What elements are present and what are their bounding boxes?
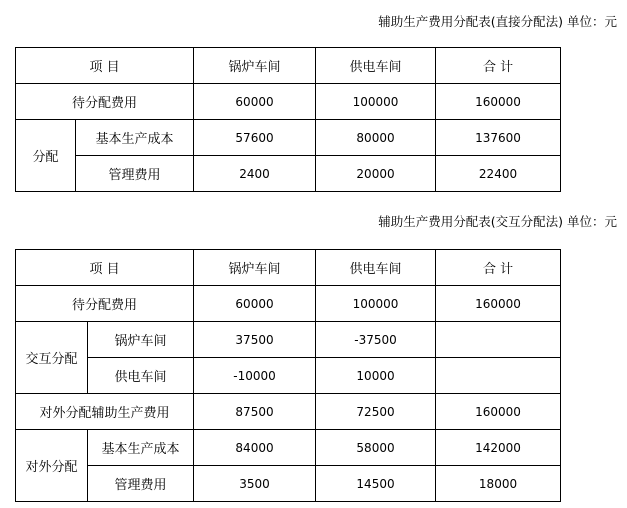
table-header-row — [16, 250, 561, 286]
group-label: 交互分配 — [16, 322, 88, 394]
cell-value: 100000 — [316, 84, 436, 120]
row-label: 管理费用 — [76, 156, 194, 192]
row-label: 待分配费用 — [16, 84, 194, 120]
table1-caption: 辅助生产费用分配表(直接分配法) 单位：元 — [378, 14, 617, 29]
cell-value: 160000 — [436, 84, 561, 120]
cell-value: -37500 — [316, 322, 436, 358]
table-row — [16, 156, 561, 192]
header-power: 供电车间 — [316, 48, 436, 84]
group-label: 分配 — [16, 120, 76, 192]
row-label: 锅炉车间 — [88, 322, 194, 358]
cell-value: 72500 — [316, 394, 436, 430]
interactive-allocation-table — [15, 249, 561, 502]
row-label: 对外分配辅助生产费用 — [16, 394, 194, 430]
cell-value — [436, 322, 561, 358]
table2-caption: 辅助生产费用分配表(交互分配法) 单位：元 — [378, 214, 617, 229]
cell-value — [436, 358, 561, 394]
table-row — [16, 430, 561, 466]
cell-value: 14500 — [316, 466, 436, 502]
cell-value: 142000 — [436, 430, 561, 466]
row-label: 待分配费用 — [16, 286, 194, 322]
cell-value: 87500 — [194, 394, 316, 430]
row-label: 管理费用 — [88, 466, 194, 502]
header-total: 合 计 — [436, 250, 561, 286]
cell-value: 100000 — [316, 286, 436, 322]
header-item: 项 目 — [16, 250, 194, 286]
cell-value: 137600 — [436, 120, 561, 156]
table-row — [16, 358, 561, 394]
cell-value: 37500 — [194, 322, 316, 358]
cell-value: 57600 — [194, 120, 316, 156]
row-label: 供电车间 — [88, 358, 194, 394]
cell-value: 60000 — [194, 286, 316, 322]
cell-value: 3500 — [194, 466, 316, 502]
table-header-row — [16, 48, 561, 84]
header-item: 项 目 — [16, 48, 194, 84]
cell-value: 18000 — [436, 466, 561, 502]
table-row — [16, 466, 561, 502]
header-total: 合 计 — [436, 48, 561, 84]
table-row — [16, 322, 561, 358]
header-boiler: 锅炉车间 — [194, 48, 316, 84]
cell-value: 10000 — [316, 358, 436, 394]
table-row — [16, 84, 561, 120]
cell-value: 60000 — [194, 84, 316, 120]
cell-value: -10000 — [194, 358, 316, 394]
direct-allocation-table — [15, 47, 561, 192]
table-row — [16, 286, 561, 322]
cell-value: 84000 — [194, 430, 316, 466]
cell-value: 58000 — [316, 430, 436, 466]
row-label: 基本生产成本 — [88, 430, 194, 466]
table-row — [16, 120, 561, 156]
header-power: 供电车间 — [316, 250, 436, 286]
cell-value: 22400 — [436, 156, 561, 192]
cell-value: 160000 — [436, 286, 561, 322]
cell-value: 20000 — [316, 156, 436, 192]
cell-value: 160000 — [436, 394, 561, 430]
table-row — [16, 394, 561, 430]
header-boiler: 锅炉车间 — [194, 250, 316, 286]
cell-value: 80000 — [316, 120, 436, 156]
group-label: 对外分配 — [16, 430, 88, 502]
cell-value: 2400 — [194, 156, 316, 192]
row-label: 基本生产成本 — [76, 120, 194, 156]
